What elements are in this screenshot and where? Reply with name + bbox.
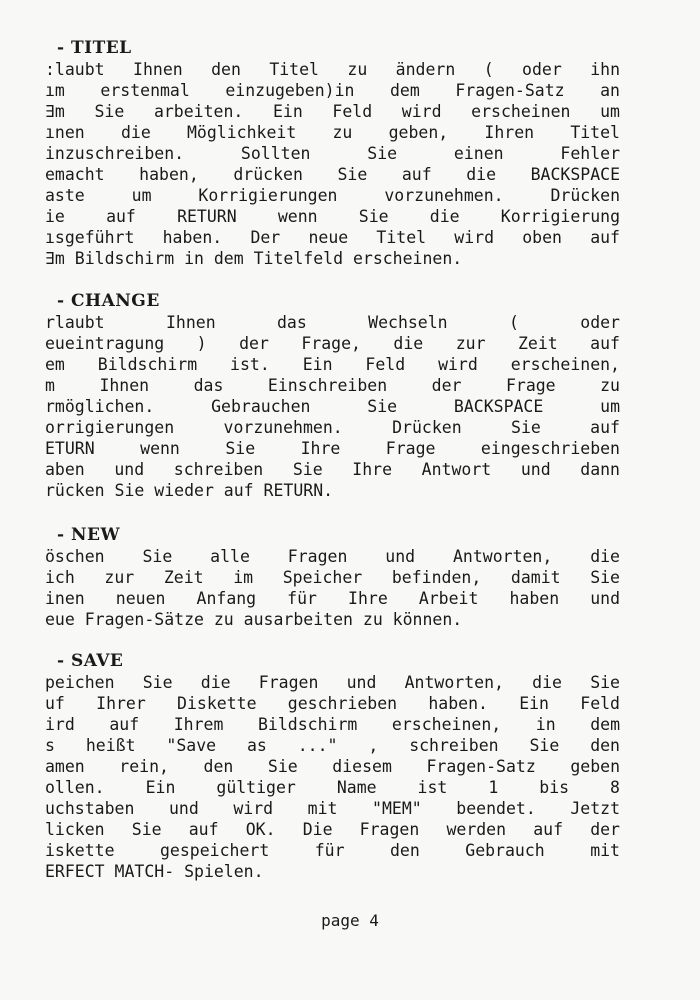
text-line: rlaubt Ihnen das Wechseln ( oder <box>45 313 620 332</box>
text-line: ollen. Ein gültiger Name ist 1 bis 8 <box>45 778 620 797</box>
text-line: licken Sie auf OK. Die Fragen werden auf der <box>45 820 620 839</box>
text-line: ∃m Bildschirm in dem Titelfeld erscheinen. <box>45 249 463 268</box>
text-line: s heißt "Save as ..." , schreiben Sie den <box>45 736 620 755</box>
text-line: iskette gespeichert für den Gebrauch mit <box>45 841 620 860</box>
text-line: ERFECT MATCH- Spielen. <box>45 862 264 881</box>
text-line: amen rein, den Sie diesem Fragen-Satz geben <box>45 757 620 776</box>
text-line: uchstaben und wird mit "MEM" beendet. Jetzt <box>45 799 620 818</box>
text-line: aben und schreiben Sie Ihre Antwort und dann <box>45 460 620 479</box>
text-line: rücken Sie wieder auf RETURN. <box>45 481 334 500</box>
section-heading: - CHANGE <box>57 291 160 311</box>
text-line: emacht haben, drücken Sie auf die BACKSPACE <box>45 165 620 184</box>
text-line: orrigierungen vorzunehmen. Drücken Sie auf <box>45 418 620 437</box>
text-line: ınen die Möglichkeit zu geben, Ihren Titel <box>45 123 620 142</box>
section-heading: - SAVE <box>57 651 124 671</box>
section-heading: - NEW <box>57 525 121 545</box>
text-line: ie auf RETURN wenn Sie die Korrigierung <box>45 207 620 226</box>
text-line: ird auf Ihrem Bildschirm erscheinen, in dem <box>45 715 620 734</box>
text-line: inen neuen Anfang für Ihre Arbeit haben und <box>45 589 620 608</box>
text-line: ETURN wenn Sie Ihre Frage eingeschrieben <box>45 439 620 458</box>
text-line: uf Ihrer Diskette geschrieben haben. Ein Feld <box>45 694 620 713</box>
text-line: ich zur Zeit im Speicher befinden, damit Sie <box>45 568 620 587</box>
text-line: öschen Sie alle Fragen und Antworten, die <box>45 547 620 566</box>
text-line: em Bildschirm ist. Ein Feld wird erscheinen, <box>45 355 620 374</box>
text-line: ım erstenmal einzugeben)in dem Fragen-Satz an <box>45 81 620 100</box>
text-line: peichen Sie die Fragen und Antworten, die Sie <box>45 673 620 692</box>
text-line: aste um Korrigierungen vorzunehmen. Drücken <box>45 186 620 205</box>
text-line: inzuschreiben. Sollten Sie einen Fehler <box>45 144 620 163</box>
text-line: :laubt Ihnen den Titel zu ändern ( oder ihn <box>45 60 620 79</box>
section-new <box>45 525 620 630</box>
text-line: eue Fragen-Sätze zu ausarbeiten zu können. <box>45 610 463 629</box>
section-titel <box>45 38 620 269</box>
section-change <box>45 291 620 501</box>
text-line: ısgeführt haben. Der neue Titel wird oben auf <box>45 228 620 247</box>
text-line: m Ihnen das Einschreiben der Frage zu <box>45 376 620 395</box>
text-line: eueintragung ) der Frage, die zur Zeit auf <box>45 334 620 353</box>
text-line: rmöglichen. Gebrauchen Sie BACKSPACE um <box>45 397 620 416</box>
section-save <box>45 651 620 882</box>
page-number: page 4 <box>321 911 379 930</box>
section-heading: - TITEL <box>57 38 132 58</box>
text-line: ∃m Sie arbeiten. Ein Feld wird erscheinen um <box>45 102 620 121</box>
